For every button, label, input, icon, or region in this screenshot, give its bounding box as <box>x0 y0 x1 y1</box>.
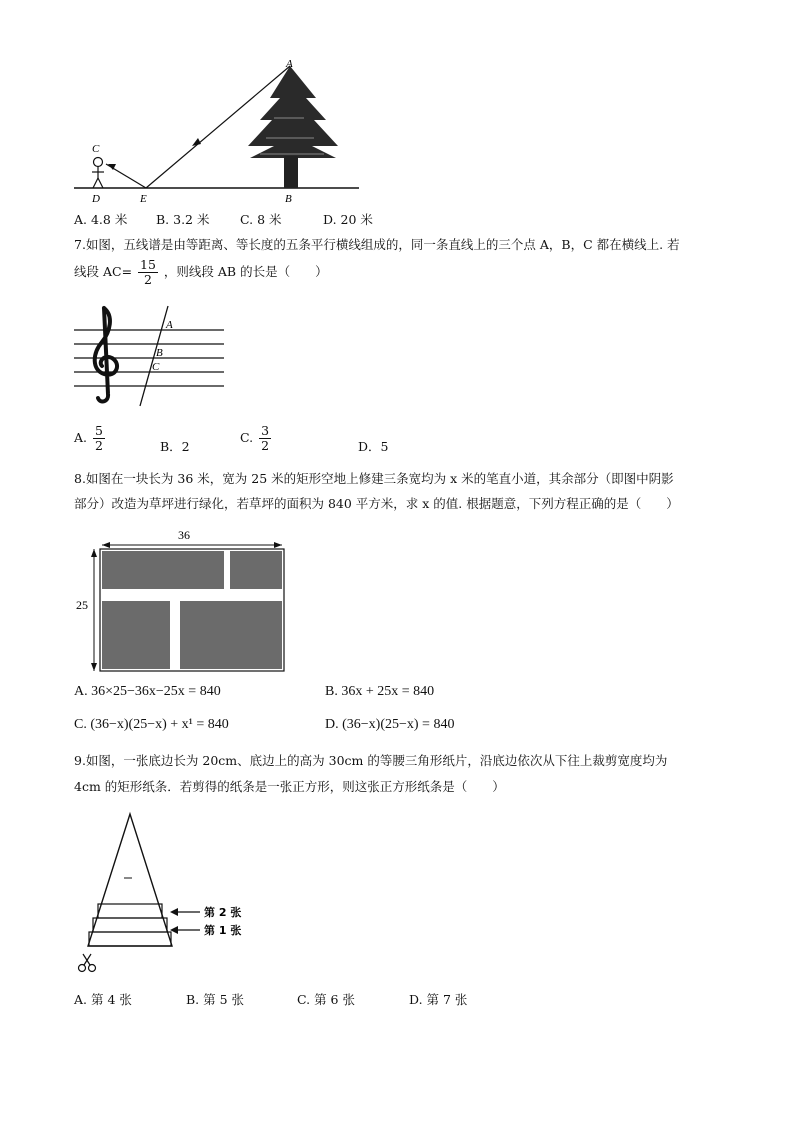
q9-option-b[interactable]: B. 第 5 张 <box>186 992 245 1007</box>
q7-option-c[interactable] <box>240 424 273 453</box>
staff-label-c: C <box>152 361 160 373</box>
label-e: E <box>140 193 147 204</box>
q9-option-a[interactable]: A. 第 4 张 <box>74 992 132 1007</box>
tree-shadow-figure <box>74 58 364 204</box>
q7-option-c-den: 2 <box>261 438 270 453</box>
staff-label-b: B <box>156 347 163 359</box>
q7-option-c-num: 3 <box>261 423 270 438</box>
q7-option-a[interactable] <box>74 424 107 453</box>
scissors-icon <box>79 954 96 972</box>
q6-option-a[interactable]: A. 4.8 米 <box>74 212 128 227</box>
q7-stem-pre: 线段 AC= <box>74 264 133 279</box>
q8-option-a[interactable]: A. 36×25−36x−25x = 840 <box>74 684 221 699</box>
staff-label-a: A <box>166 319 173 331</box>
q7-option-c-label: C. <box>240 430 254 445</box>
fig-height-label: 25 <box>76 598 88 612</box>
q9-option-c[interactable]: C. 第 6 张 <box>297 992 355 1007</box>
q8-option-b[interactable]: B. 36x + 25x = 840 <box>325 684 435 699</box>
fig-width-label: 36 <box>178 528 190 542</box>
q8-stem-line1: 8.如图在一块长为 36 米，宽为 25 米的矩形空地上修建三条宽均为 x 米的笔直小道，其余部分（即图中阴影 <box>74 471 674 486</box>
label-strip-1: 第 1 张 <box>204 924 242 937</box>
q6-option-b[interactable]: B. 3.2 米 <box>156 212 210 227</box>
q6-option-d[interactable]: D. 20 米 <box>323 212 373 227</box>
q6-option-c[interactable]: C. 8 米 <box>240 212 282 227</box>
q9-stem-line1: 9.如图，一张底边长为 20cm、底边上的高为 30cm 的等腰三角形纸片，沿底边依次从下往上裁剪宽度均为 <box>74 753 668 768</box>
q7-stem-line1: 7.如图，五线谱是由等距离、等长度的五条平行横线组成的，同一条直线上的三个点 A，B，C 都在横线上. 若 <box>74 237 680 252</box>
q7-option-d[interactable]: D．5 <box>358 439 389 454</box>
q7-frac-den: 2 <box>144 272 152 287</box>
q8-stem-line2: 部分）改造为草坪进行绿化，若草坪的面积为 840 平方米，求 x 的值. 根据题意，下列方程正确的是（ ） <box>74 496 679 511</box>
label-strip-2: 第 2 张 <box>204 906 242 919</box>
label-c: C <box>92 143 100 155</box>
staff-figure <box>74 302 234 412</box>
q8-option-c[interactable]: C. (36−x)(25−x) + x¹ = 840 <box>74 717 229 732</box>
q7-stem-post: ，则线段 AB 的长是（ ） <box>163 264 328 279</box>
q8-option-d[interactable]: D. (36−x)(25−x) = 840 <box>325 717 455 732</box>
q7-option-b[interactable]: B．2 <box>160 439 190 454</box>
label-a: A <box>286 58 293 70</box>
q7-option-a-num: 5 <box>95 423 103 438</box>
triangle-strips-figure <box>76 808 266 978</box>
q7-frac-num: 15 <box>140 257 156 272</box>
lawn-figure <box>74 525 294 675</box>
q7-stem-line2 <box>74 258 328 287</box>
label-b: B <box>285 193 292 204</box>
q7-option-a-den: 2 <box>95 438 103 453</box>
q7-option-a-label: A. <box>74 430 88 445</box>
label-d: D <box>92 193 100 204</box>
q9-stem-line2: 4cm 的矩形纸条．若剪得的纸条是一张正方形，则这张正方形纸条是（ ） <box>74 779 505 794</box>
q9-option-d[interactable]: D. 第 7 张 <box>409 992 468 1007</box>
